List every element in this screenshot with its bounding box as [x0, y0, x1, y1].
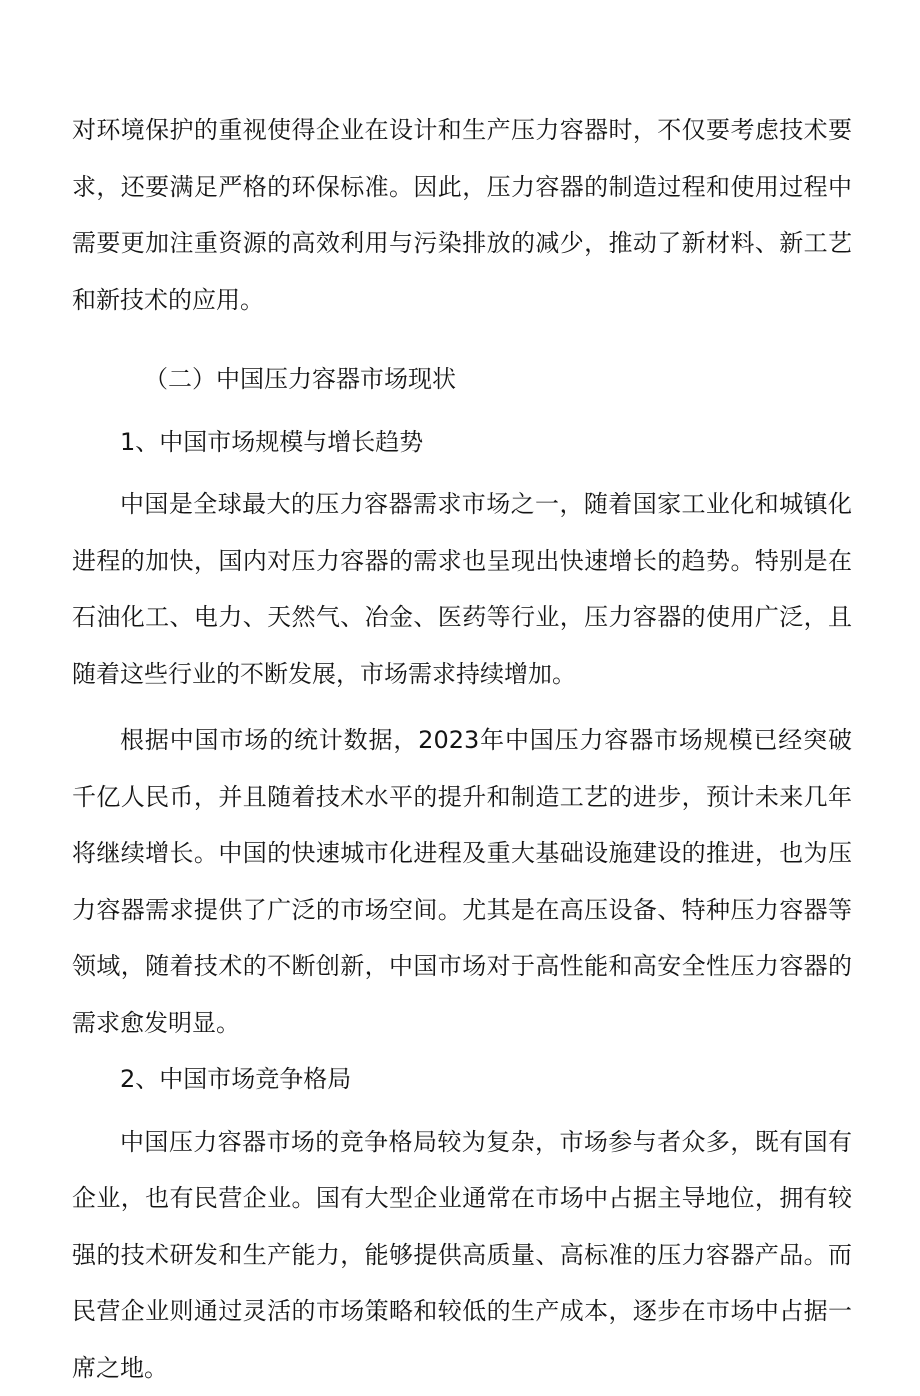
document-body	[72, 102, 852, 1396]
market-size-paragraph-2: 根据中国市场的统计数据，2023年中国压力容器市场规模已经突破千亿人民币，并且随着技术水平的提升和制造工艺的进步，预计未来几年将继续增长。中国的快速城市化进程及重大基础设施建设的推进，也为压力容器需求提供了广泛的市场空间。尤其是在高压设备、特种压力容器等领域，随着技术的不断创新，中国市场对于高性能和高安全性压力容器的需求愈发明显。	[72, 712, 852, 1051]
subsection-heading-market-size: 1、中国市场规模与增长趋势	[72, 414, 852, 471]
competition-paragraph-1: 中国压力容器市场的竞争格局较为复杂，市场参与者众多，既有国有企业，也有民营企业。国有大型企业通常在市场中占据主导地位，拥有较强的技术研发和生产能力，能够提供高质量、高标准的压力容器产品。而民营企业则通过灵活的市场策略和较低的生产成本，逐步在市场中占据一席之地。	[72, 1114, 852, 1396]
subsection-heading-competition: 2、中国市场竞争格局	[72, 1051, 852, 1108]
section-heading-china-market-status: （二）中国压力容器市场现状	[72, 351, 852, 408]
intro-continuation-paragraph: 对环境保护的重视使得企业在设计和生产压力容器时，不仅要考虑技术要求，还要满足严格的环保标准。因此，压力容器的制造过程和使用过程中需要更加注重资源的高效利用与污染排放的减少，推动了新材料、新工艺和新技术的应用。	[72, 102, 852, 328]
market-size-paragraph-1: 中国是全球最大的压力容器需求市场之一，随着国家工业化和城镇化进程的加快，国内对压力容器的需求也呈现出快速增长的趋势。特别是在石油化工、电力、天然气、冶金、医药等行业，压力容器的使用广泛，且随着这些行业的不断发展，市场需求持续增加。	[72, 476, 852, 702]
